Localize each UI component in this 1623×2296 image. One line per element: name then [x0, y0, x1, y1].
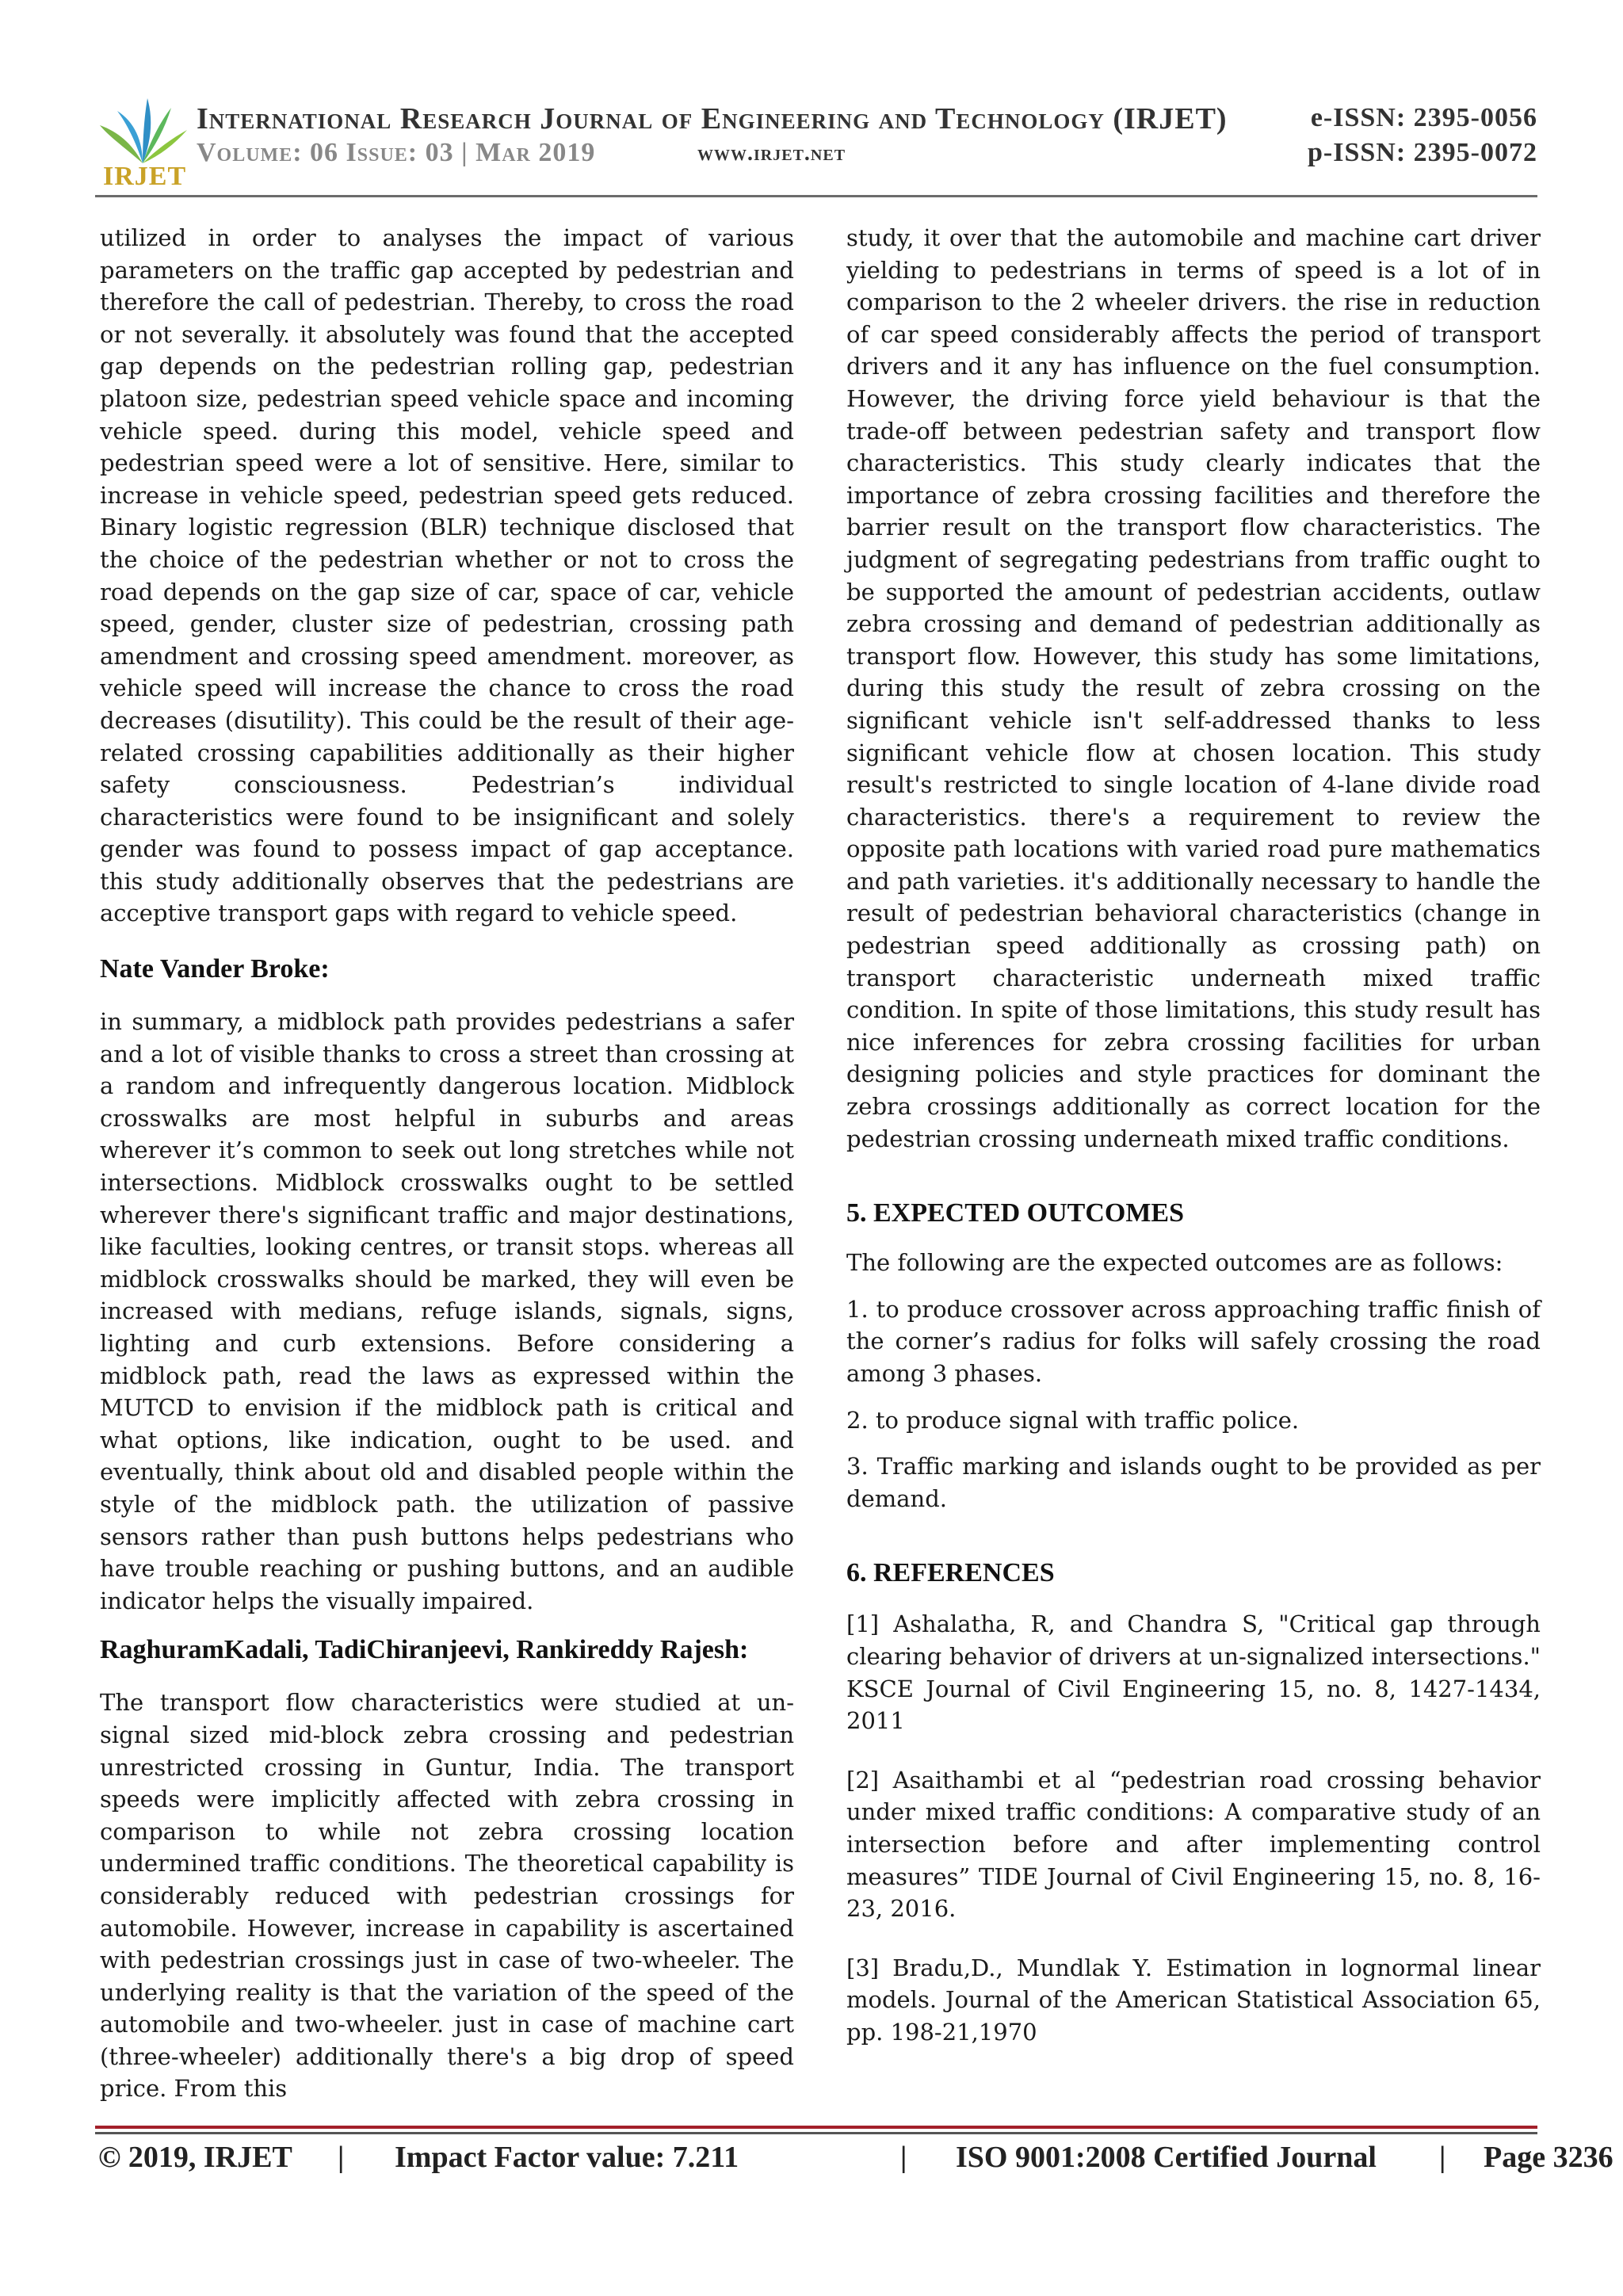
header-divider — [95, 195, 1537, 197]
outcomes-intro: The following are the expected outcomes are as follows: — [846, 1249, 1503, 1277]
section-heading-expected-outcomes: 5. EXPECTED OUTCOMES — [846, 1198, 1184, 1228]
section-heading-nate: Nate Vander Broke: — [100, 954, 330, 984]
section-heading-references: 6. REFERENCES — [846, 1558, 1055, 1588]
page-footer — [95, 2140, 1613, 2179]
logo-text: IRJET — [103, 162, 187, 191]
footer-separator: | — [338, 2141, 345, 2174]
footer-iso: ISO 9001:2008 Certified Journal — [956, 2141, 1377, 2174]
journal-website[interactable]: www.irjet.net — [697, 141, 846, 166]
body-paragraph: in summary, a midblock path provides pedestrians a safer and a lot of visible thanks to cross a street than crossing at a random and infrequently dangerous location. Midblock crosswalks are most helpful in suburbs and areas wherever it’s common to seek out long stretches while not intersections. Midblock crosswalks ought to be settled wherever there's significant traffic and major destinations, like faculties, looking centres, or transit stops. whereas all midblock crosswalks should be marked, they will even be increased with medians, refuge islands, signals, signs, lighting and curb extensions. Before considering a midblock path, read the laws as expressed within the MUTCD to envision if the midblock path is critical and what options, like indication, ought to be used. and eventually, think about old and disabled people within the style of the midblock path. the utilization of passive sensors rather than push buttons helps pedestrians who have trouble reaching or pushing buttons, and an audible indicator helps the visually impaired. — [100, 1008, 794, 1614]
footer-separator: | — [1439, 2141, 1446, 2174]
left-column — [100, 222, 794, 2105]
e-issn: e-ISSN: 2395-0056 — [1310, 103, 1537, 132]
outcome-item: 1. to produce crossover across approaching traffic finish of the corner’s radius for folks will safely crossing the road among 3 phases. — [846, 1295, 1541, 1387]
reference-item: [1] Ashalatha, R, and Chandra S, "Critical gap through clearing behavior of drivers at un-signalized intersections." KSCE Journal of Civil Engineering 15, no. 8, 1427-1434, 2011 — [846, 1610, 1541, 1735]
footer-separator: | — [900, 2141, 907, 2174]
irjet-logo — [95, 94, 190, 193]
section-heading-raghuram: RaghuramKadali, TadiChiranjeevi, Rankireddy Rajesh: — [100, 1635, 749, 1665]
footer-impact-factor: Impact Factor value: 7.211 — [395, 2141, 739, 2174]
p-issn: p-ISSN: 2395-0072 — [1308, 138, 1537, 167]
footer-divider-gray — [95, 2132, 1537, 2134]
footer-page-number: Page 3236 — [1484, 2141, 1613, 2174]
footer-divider-red — [95, 2126, 1537, 2129]
right-column — [846, 222, 1541, 2049]
irjet-logo-icon — [95, 94, 190, 169]
reference-item: [3] Bradu,D., Mundlak Y. Estimation in lognormal linear models. Journal of the American Statistical Association 65, pp. 198-21,1970 — [846, 1954, 1541, 2046]
footer-copyright: © 2019, IRJET — [98, 2141, 292, 2174]
body-paragraph: study, it over that the automobile and machine cart driver yielding to pedestrians in terms of speed is a lot of in comparison to the 2 wheeler drivers. the rise in reduction of car speed considerably affects the period of transport drivers and it any has influence on the fuel consumption. However, the driving force yield behaviour is that the trade-off between pedestrian safety and transport flow characteristics. This study clearly indicates that the importance of zebra crossing facilities and therefore the barrier result on the transport flow characteristics. The judgment of segregating pedestrians from traffic ought to be supported the amount of pedestrian accidents, outlaw zebra crossing and demand of pedestrian additionally as transport flow. However, this study has some limitations, during this study the result of zebra crossing on the significant vehicle isn't self-addressed thanks to less significant vehicle flow at chosen location. This study result's restricted to single location of 4-lane divide road characteristics. there's a requirement to review the opposite path locations with varied road pure mathematics and path varieties. it's additionally necessary to handle the result of pedestrian behavioral characteristics (change in pedestrian speed additionally as crossing path) on transport characteristic underneath mixed traffic condition. In spite of those limitations, this study result has nice inferences for zebra crossing facilities for urban designing policies and style practices for dominant the zebra crossings additionally as correct location for the pedestrian crossing underneath mixed traffic conditions. — [846, 224, 1541, 1152]
body-paragraph: utilized in order to analyses the impact of various parameters on the traffic gap accepted by pedestrian and therefore the call of pedestrian. Thereby, to cross the road or not severally. it absolutely was found that the accepted gap depends on the pedestrian rolling gap, pedestrian platoon size, pedestrian speed vehicle space and incoming vehicle speed. during this model, vehicle speed and pedestrian speed were a lot of sensitive. Here, similar to increase in vehicle speed, pedestrian speed gets reduced. Binary logistic regression (BLR) technique disclosed that the choice of the pedestrian whether or not to cross the road depends on the gap size of car, space of car, vehicle speed, gender, cluster size of pedestrian, crossing path amendment and crossing speed amendment. moreover, as vehicle speed will increase the chance to cross the road decreases (disutility). This could be the result of their age-related crossing capabilities additionally as their higher safety consciousness. Pedestrian’s individual characteristics were found to be insignificant and solely gender was found to possess impact of gap acceptance. this study additionally observes that the pedestrians are acceptive transport gaps with regard to vehicle speed. — [100, 224, 794, 927]
journal-title: International Research Journal of Engineering and Technology (IRJET) — [197, 102, 1228, 136]
outcome-item: 2. to produce signal with traffic police. — [846, 1406, 1300, 1434]
body-paragraph: The transport flow characteristics were studied at un- signal sized mid-block zebra crossing and pedestrian unrestricted crossing in Guntur, India. The transport speeds were implicitly affected with zebra crossing in comparison to while not zebra crossing location undermined traffic conditions. The theoretical capability is considerably reduced with pedestrian crossings for automobile. However, increase in capability is ascertained with pedestrian crossings just in case of two-wheeler. The underlying reality is that the variation of the speed of the automobile and two-wheeler. just in case of machine cart (three-wheeler) additionally there's a big drop of speed price. From this — [100, 1689, 794, 2103]
reference-item: [2] Asaithambi et al “pedestrian road crossing behavior under mixed traffic conditions: A comparative study of an intersection before and after implementing control measures” TIDE Journal of Civil Engineering 15, no. 8, 16-23, 2016. — [846, 1766, 1541, 1923]
outcome-item: 3. Traffic marking and islands ought to be provided as per demand. — [846, 1453, 1541, 1512]
volume-issue: Volume: 06 Issue: 03 | Mar 2019 — [197, 138, 596, 167]
page-header — [95, 94, 1537, 197]
